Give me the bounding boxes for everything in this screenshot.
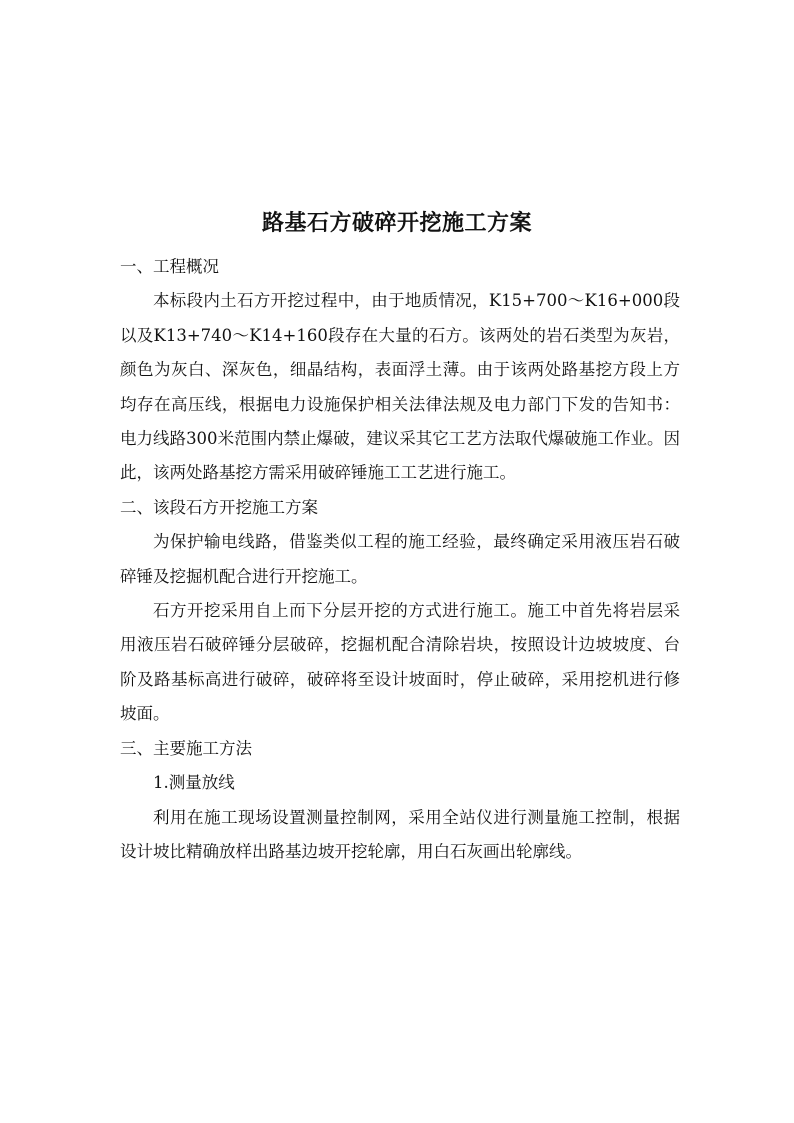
section-heading-overview: 一、工程概况 <box>120 257 219 276</box>
document-body <box>120 250 680 869</box>
document-title: 路基石方破碎开挖施工方案 <box>261 211 532 236</box>
section-heading-excavation-plan: 二、该段石方开挖施工方案 <box>120 497 318 517</box>
paragraph-plan-intro: 为保护输电线路，借鉴类似工程的施工经验，最终确定采用液压岩石破碎锤及挖掘机配合进行开挖施工。 <box>120 532 680 586</box>
paragraph-survey: 利用在施工现场设置测量控制网，采用全站仪进行测量施工控制，根据设计坡比精确放样出路基边坡开挖轮廓，用白石灰画出轮廓线。 <box>120 807 680 861</box>
subheading-survey: 1.测量放线 <box>153 773 235 793</box>
paragraph-plan-detail: 石方开挖采用自上而下分层开挖的方式进行施工。施工中首先将岩层采用液压岩石破碎锤分层破碎，挖掘机配合清除岩块，按照设计边坡坡度、台阶及路基标高进行破碎，破碎将至设计坡面时，停止破碎，采用挖机进行修坡面。 <box>120 601 680 724</box>
section-heading-methods: 三、主要施工方法 <box>120 738 252 758</box>
paragraph-overview: 本标段内土石方开挖过程中，由于地质情况，K15+700～K16+000段以及K13+740～K14+160段存在大量的石方。该两处的岩石类型为灰岩，颜色为灰白、深灰色，细晶结构，表面浮土薄。由于该两处路基挖方段上方均存在高压线，根据电力设施保护相关法律法规及电力部门下发的告知书：电力线路300米范围内禁止爆破，建议采其它工艺方法取代爆破施工作业。因此，该两处路基挖方需采用破碎锤施工工艺进行施工。 <box>120 291 680 483</box>
